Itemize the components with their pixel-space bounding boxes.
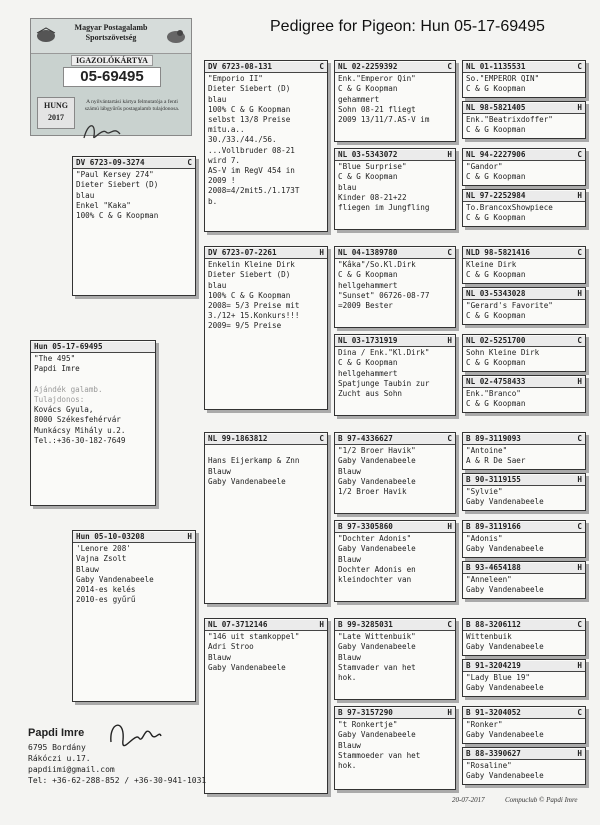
pigeon-info-line: fliegen im Jungfling: [338, 203, 430, 213]
pigeon-info-line: Adri Stroo: [208, 642, 254, 652]
pigeon-info-line: Sohn Kleine Dirk: [466, 348, 540, 358]
pigeon-info-line: Dieter Siebert (D): [76, 180, 159, 190]
sex-marker: H: [319, 248, 324, 257]
sex-marker: H: [577, 661, 582, 670]
sex-marker: C: [577, 434, 582, 443]
ancestor-gen4-11: [462, 520, 586, 558]
owner-phone: Tel: +36-62-288-852 / +36-30-941-1031: [28, 776, 207, 785]
subject-name: "The 495": [34, 354, 76, 364]
pigeon-info-line: Enk."Branco": [466, 389, 521, 399]
ring-number: [463, 522, 585, 533]
subject-ring: [31, 342, 155, 353]
ancestor-gen4-7: [462, 334, 586, 372]
ring-text: B 88-3390627: [466, 749, 521, 758]
pigeon-info-line: "Paul Kersey 274": [76, 170, 154, 180]
pigeon-info-line: Blauw: [208, 652, 231, 662]
ring-text: B 97-4336627: [338, 434, 393, 443]
great-grandparent-4: [334, 334, 456, 416]
ring-text: DV 6723-07-2261: [208, 248, 277, 257]
ring-text: NL 07-3712146: [208, 620, 268, 629]
ring-text: NL 04-1389780: [338, 248, 398, 257]
ring-text: DV 6723-08-131: [208, 62, 273, 71]
ring-number: [463, 336, 585, 347]
great-grandparent-6: [334, 520, 456, 602]
pigeon-info-line: Kinder 08-21+22: [338, 192, 407, 202]
pigeon-info-line: blau: [76, 190, 95, 200]
ring-text: B 88-3206112: [466, 620, 521, 629]
pigeon-info-line: Blauw: [76, 564, 99, 574]
left-emblem-icon: [35, 25, 57, 45]
page-title: Pedigree for Pigeon: Hun 05-17-69495: [270, 18, 545, 35]
pigeon-info-line: Enkelin Kleine Dirk: [208, 260, 295, 270]
pigeon-info-line: Gaby Vandenabeele: [208, 476, 286, 486]
pigeon-info-line: C & G Koopman: [466, 358, 526, 368]
great-grandparent-7: [334, 618, 456, 700]
ancestor-gen4-8: [462, 375, 586, 413]
pigeon-info-line: Gaby Vandenabeele: [466, 771, 544, 781]
pigeon-info-line: C & G Koopman: [466, 125, 526, 135]
pigeon-info-line: selbst 13/8 Preise: [208, 115, 291, 125]
ring-number: [463, 749, 585, 760]
owner-email: papdiimi@gmail.com: [28, 765, 115, 774]
ring-number: [463, 620, 585, 631]
pigeon-info-line: "1/2 Broer Havik": [338, 446, 416, 456]
ring-number: [73, 158, 195, 169]
ring-number: [463, 248, 585, 259]
footer-date: 20-07-2017: [452, 796, 485, 804]
ancestor-gen4-5: [462, 246, 586, 284]
pigeon-info-line: Tel.:+36-30-182-7649: [34, 435, 126, 445]
pigeon-info-line: 2010-es gyűrű: [76, 595, 136, 605]
ring-text: NL 94-2227906: [466, 150, 526, 159]
pigeon-info-line: Dina / Enk."Kl.Dirk": [338, 348, 430, 358]
pigeon-info-line: Enk."Beatrixdoffer": [466, 115, 553, 125]
grandparent-3: [204, 432, 328, 604]
ring-number: [335, 620, 455, 631]
pigeon-info-line: C & G Koopman: [466, 84, 526, 94]
pigeon-info-line: "Lady Blue 19": [466, 673, 531, 683]
pigeon-info-line: 100% C & G Koopman: [208, 290, 291, 300]
pigeon-info-line: "Rosaline": [466, 761, 512, 771]
pigeon-info-line: "Dochter Adonis": [338, 534, 412, 544]
pigeon-info-line: "Kâka"/So.Kl.Dirk: [338, 260, 416, 270]
great-grandparent-1: [334, 60, 456, 142]
dam: [72, 530, 196, 702]
grandparent-2: [204, 246, 328, 410]
pigeon-info-line: "Anneleen": [466, 575, 512, 585]
ancestor-gen4-2: [462, 101, 586, 139]
pigeon-info-line: C & G Koopman: [338, 270, 398, 280]
owner-signature: [105, 712, 165, 762]
pigeon-info-line: Gaby Vandenabeele: [338, 544, 416, 554]
pigeon-info-line: ...Vollbruder 08-21: [208, 145, 295, 155]
pigeon-info-line: Kleine Dirk: [466, 260, 517, 270]
ring-number: [463, 150, 585, 161]
pigeon-info-line: 2014-es kelés: [76, 585, 136, 595]
sex-marker: C: [577, 336, 582, 345]
pigeon-info-line: "Ronker": [466, 720, 503, 730]
sex-marker: C: [187, 158, 192, 167]
pigeon-info-line: Stammoeder van het: [338, 750, 421, 760]
grandparent-4: [204, 618, 328, 794]
ring-number: [463, 289, 585, 300]
pigeon-info-line: Tulajdonos:: [34, 395, 85, 405]
ring-text: NL 02-4758433: [466, 377, 526, 386]
sex-marker: C: [577, 708, 582, 717]
pigeon-info-line: "Late Wittenbuik": [338, 632, 416, 642]
ring-text: B 91-3204052: [466, 708, 521, 717]
ring-text: NL 02-2259392: [338, 62, 398, 71]
ancestor-gen4-10: [462, 473, 586, 511]
sex-marker: C: [447, 434, 452, 443]
sex-marker: H: [447, 708, 452, 717]
ring-number: [463, 708, 585, 719]
sex-marker: C: [319, 62, 324, 71]
sex-marker: C: [577, 522, 582, 531]
pigeon-info-line: Gaby Vandenabeele: [338, 642, 416, 652]
great-grandparent-5: [334, 432, 456, 514]
id-card-organization: Magyar Postagalamb Sportszövetség: [74, 23, 148, 42]
pigeon-info-line: Dieter Siebert (D): [208, 84, 291, 94]
ancestor-gen4-16: [462, 747, 586, 785]
ring-number: [463, 434, 585, 445]
pigeon-info-line: C & G Koopman: [338, 172, 398, 182]
pigeon-info-line: "Gerard's Favorite": [466, 301, 553, 311]
pigeon-info-line: 30./33./44./56.: [208, 135, 277, 145]
ring-number: [73, 532, 195, 543]
pigeon-info-line: Munkácsy Mihály u.2.: [34, 425, 126, 435]
ring-text: B 97-3157290: [338, 708, 393, 717]
sex-marker: C: [447, 248, 452, 257]
sex-marker: H: [577, 289, 582, 298]
sex-marker: H: [577, 475, 582, 484]
ring-text: NL 98-5821405: [466, 103, 526, 112]
pigeon-info-line: Hans Eijerkamp & Znn: [208, 456, 300, 466]
pigeon-info-line: 2009 !: [208, 176, 236, 186]
sex-marker: H: [577, 103, 582, 112]
pigeon-info-line: "Blue Surprise": [338, 162, 407, 172]
pigeon-info-line: Gaby Vandenabeele: [466, 585, 544, 595]
pigeon-info-line: C & G Koopman: [466, 311, 526, 321]
great-grandparent-2: [334, 148, 456, 230]
pigeon-info-line: C & G Koopman: [466, 270, 526, 280]
ring-text: DV 6723-09-3274: [76, 158, 145, 167]
pigeon-info-line: Blauw: [338, 740, 361, 750]
subject-breeder: Papdi Imre: [34, 364, 80, 374]
pigeon-info-line: hellgehammert: [338, 280, 398, 290]
ring-number: [335, 708, 455, 719]
pigeon-info-line: Gaby Vandenabeele: [466, 544, 544, 554]
sex-marker: H: [577, 377, 582, 386]
sex-marker: H: [447, 150, 452, 159]
owner-address-1: 6795 Bordány: [28, 743, 86, 752]
sex-marker: H: [187, 532, 192, 541]
pigeon-info-line: Kovács Gyula,: [34, 405, 94, 415]
ancestor-gen4-3: [462, 148, 586, 186]
pigeon-info-line: 2008= 5/3 Preise mit: [208, 301, 300, 311]
great-grandparent-8: [334, 706, 456, 790]
id-card-number: 05-69495: [63, 67, 161, 87]
ancestor-gen4-14: [462, 659, 586, 697]
ring-text: NL 02-5251700: [466, 336, 526, 345]
ring-number: [463, 62, 585, 73]
ancestor-gen4-6: [462, 287, 586, 325]
pigeon-info-line: "Emporio II": [208, 74, 263, 84]
ring-text: B 90-3119155: [466, 475, 521, 484]
sire: [72, 156, 196, 296]
pigeon-info-line: mitu.a..: [208, 125, 245, 135]
sex-marker: C: [577, 248, 582, 257]
pigeon-info-line: AS-V im RegV 454 in: [208, 166, 295, 176]
pigeon-info-line: Blauw: [338, 554, 361, 564]
id-card-country: [37, 97, 75, 129]
pigeon-info-line: Spatjunge Taubin zur: [338, 378, 430, 388]
sex-marker: C: [447, 62, 452, 71]
id-card-label: IGAZOLÓKÁRTYA: [71, 55, 153, 66]
pigeon-info-line: Blauw: [208, 466, 231, 476]
pigeon-info-line: 2008=4/2mit5./1.173T: [208, 186, 300, 196]
ring-text: NL 03-1731919: [338, 336, 398, 345]
ring-number: [205, 434, 327, 445]
pigeon-info-line: Blauw: [338, 652, 361, 662]
ring-text: NLD 98-5821416: [466, 248, 531, 257]
pigeon-info-line: Gaby Vandenabeele: [76, 574, 154, 584]
ring-text: B 93-4654188: [466, 563, 521, 572]
pigeon-info-line: Wittenbuik: [466, 632, 512, 642]
pigeon-info-line: blau: [208, 280, 227, 290]
pigeon-info-line: C & G Koopman: [466, 172, 526, 182]
pigeon-info-line: =2009 Bester: [338, 301, 393, 311]
ring-number: [335, 336, 455, 347]
pigeon-info-line: gehammert: [338, 94, 380, 104]
pigeon-info-line: kleindochter van: [338, 575, 412, 585]
pigeon-info-line: Dieter Siebert (D): [208, 270, 291, 280]
ring-text: B 89-3119093: [466, 434, 521, 443]
pigeon-info-line: b.: [208, 196, 218, 206]
sex-marker: C: [577, 150, 582, 159]
pigeon-info-line: 1/2 Broer Havik: [338, 487, 407, 497]
pigeon-info-line: "Sunset" 06726-08-77: [338, 290, 430, 300]
right-emblem-icon: [165, 25, 187, 45]
owner-address-2: Rákóczi u.17.: [28, 754, 91, 763]
pigeon-info-line: blau: [208, 94, 227, 104]
pigeon-info-line: C & G Koopman: [466, 399, 526, 409]
ring-number: [335, 434, 455, 445]
pigeon-info-line: So."EMPEROR QIN": [466, 74, 540, 84]
grandparent-1: [204, 60, 328, 232]
pigeon-info-line: wird 7.: [208, 155, 241, 165]
ring-number: [205, 620, 327, 631]
ancestor-gen4-1: [462, 60, 586, 98]
sex-marker: H: [447, 336, 452, 345]
ring-text: NL 99-1863812: [208, 434, 268, 443]
sex-marker: C: [447, 620, 452, 629]
pigeon-info-line: "t Ronkertje": [338, 720, 398, 730]
ring-text: B 97-3305860: [338, 522, 393, 531]
pigeon-info-line: blau: [338, 182, 357, 192]
ring-number: [205, 248, 327, 259]
ring-number: [205, 62, 327, 73]
ancestor-gen4-4: [462, 189, 586, 227]
pigeon-info-line: [208, 446, 324, 456]
ring-number: [335, 150, 455, 161]
ring-text: B 89-3119166: [466, 522, 521, 531]
pigeon-info-line: hok.: [338, 761, 357, 771]
sex-marker: H: [577, 191, 582, 200]
great-grandparent-3: [334, 246, 456, 328]
pigeon-info-line: Gaby Vandenabeele: [338, 730, 416, 740]
id-card-note: A nyilvántartási kártya felmutatója a fenti számú lábgyűrűs postagalamb tulajdonosa.: [84, 99, 180, 112]
ring-number: [463, 377, 585, 388]
sex-marker: H: [577, 563, 582, 572]
pigeon-info-line: Gaby Vandenabeele: [466, 497, 544, 507]
pigeon-info-line: Blauw: [338, 466, 361, 476]
pigeon-info-line: Gaby Vandenabeele: [466, 683, 544, 693]
pigeon-info-line: Sohn 08-21 fliegt: [338, 104, 416, 114]
ring-text: NL 03-5343072: [338, 150, 398, 159]
ring-number: [335, 522, 455, 533]
ring-number: [335, 62, 455, 73]
sex-marker: C: [577, 620, 582, 629]
pigeon-info-line: 3./12+ 15.Konkurs!!!: [208, 311, 300, 321]
pigeon-info-line: "Sylvie": [466, 487, 503, 497]
ring-text: NL 97-2252984: [466, 191, 526, 200]
ring-text: NL 03-5343028: [466, 289, 526, 298]
id-card-year: 2017: [48, 113, 64, 122]
pigeon-info-line: "Adonis": [466, 534, 503, 544]
pigeon-info-line: Stamvader van het: [338, 662, 416, 672]
sex-marker: H: [577, 749, 582, 758]
pigeon-info-line: Gaby Vandenabeele: [338, 476, 416, 486]
pigeon-info-line: 100% C & G Koopman: [76, 211, 159, 221]
pigeon-info-line: Enk."Emperor Qin": [338, 74, 416, 84]
pigeon-info-line: Enkel "Kaka": [76, 200, 131, 210]
pigeon-info-line: Ajándék galamb.: [34, 384, 103, 394]
ring-number: [463, 661, 585, 672]
pigeon-info-line: Gaby Vandenabeele: [466, 730, 544, 740]
pigeon-info-line: Gaby Vandenabeele: [208, 662, 286, 672]
sex-marker: H: [319, 620, 324, 629]
pigeon-info-line: 'Lenore 208': [76, 544, 131, 554]
pigeon-info-line: hellgehammert: [338, 368, 398, 378]
pigeon-info-line: 2009= 9/5 Preise: [208, 321, 282, 331]
ancestor-gen4-13: [462, 618, 586, 656]
pigeon-info-line: 8000 Székesfehérvár: [34, 415, 121, 425]
pigeon-info-line: 2009 13/11/7.AS-V im: [338, 115, 430, 125]
sex-marker: C: [319, 434, 324, 443]
ring-number: [463, 563, 585, 574]
subject-pigeon: [30, 340, 156, 506]
ring-text: Hun 05-10-03208: [76, 532, 145, 541]
id-card-country-code: HUNG: [44, 101, 68, 110]
pigeon-info-line: "Gandor": [466, 162, 503, 172]
ring-text: Hun 05-17-69495: [34, 342, 103, 351]
ancestor-gen4-15: [462, 706, 586, 744]
pigeon-info-line: Gaby Vandenabeele: [466, 642, 544, 652]
ring-number: [463, 191, 585, 202]
pigeon-info-line: 100% C & G Koopman: [208, 104, 291, 114]
pigeon-info-line: Gaby Vandenabeele: [338, 456, 416, 466]
pigeon-info-line: "Antoine": [466, 446, 508, 456]
footer-software: Compuclub © Papdi Imre: [505, 796, 578, 804]
pigeon-info-line: To.BrancoxShowpiece: [466, 203, 553, 213]
ring-number: [335, 248, 455, 259]
ring-text: B 91-3204219: [466, 661, 521, 670]
pigeon-info-line: C & G Koopman: [338, 358, 398, 368]
pigeon-info-line: Dochter Adonis en: [338, 564, 416, 574]
owner-name: Papdi Imre: [28, 727, 85, 739]
ring-number: [463, 103, 585, 114]
ring-text: B 99-3285031: [338, 620, 393, 629]
sex-marker: H: [447, 522, 452, 531]
pigeon-info-line: hok.: [338, 673, 357, 683]
ancestor-gen4-12: [462, 561, 586, 599]
pigeon-info-line: A & R De Saer: [466, 456, 526, 466]
ring-number: [463, 475, 585, 486]
pigeon-info-line: C & G Koopman: [466, 213, 526, 223]
ring-text: NL 01-1135531: [466, 62, 526, 71]
pigeon-info-line: C & G Koopman: [338, 84, 398, 94]
spacer: [34, 375, 152, 385]
card-signature: [80, 118, 125, 146]
ancestor-gen4-9: [462, 432, 586, 470]
sex-marker: C: [577, 62, 582, 71]
pigeon-info-line: Zucht aus Sohn: [338, 389, 403, 399]
pigeon-info-line: Vajna Zsolt: [76, 554, 127, 564]
pigeon-info-line: "146 uit stamkoppel": [208, 632, 300, 642]
